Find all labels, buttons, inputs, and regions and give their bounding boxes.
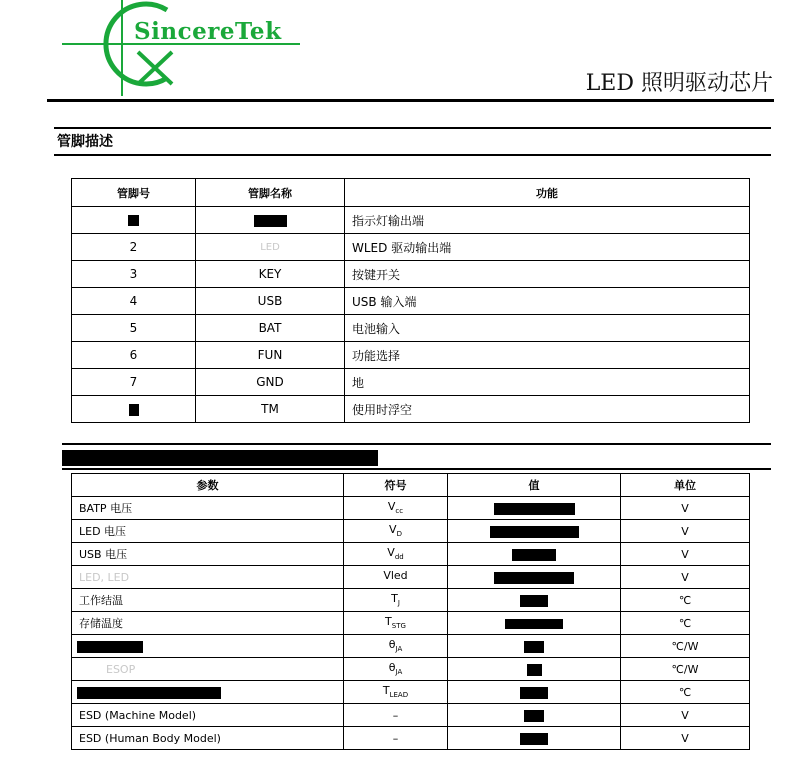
unit-cell: V xyxy=(621,520,750,543)
table-row xyxy=(72,520,750,543)
unit-cell: V xyxy=(621,566,750,589)
redaction-block xyxy=(494,503,575,515)
column-header: 功能 xyxy=(345,179,750,207)
unit-cell: ℃/W xyxy=(621,635,750,658)
table-row xyxy=(72,396,750,423)
unit-cell: ℃ xyxy=(621,612,750,635)
redaction-block xyxy=(77,641,143,653)
value-cell xyxy=(448,612,621,635)
pin-name: LED xyxy=(196,234,345,261)
param-cell: USB 电压 xyxy=(72,543,344,566)
section-rule-bottom xyxy=(54,154,771,156)
logo-mark-icon xyxy=(60,0,310,96)
pin-number: 5 xyxy=(72,315,196,342)
table-row xyxy=(72,589,750,612)
section-rule-bottom xyxy=(62,468,771,470)
param-cell: ESD (Human Body Model) xyxy=(72,727,344,750)
unit-cell: ℃ xyxy=(621,589,750,612)
table-row xyxy=(72,288,750,315)
table-row xyxy=(72,543,750,566)
absolute-ratings-table xyxy=(71,473,750,750)
pin-name: USB xyxy=(196,288,345,315)
unit-cell: ℃ xyxy=(621,681,750,704)
unit-cell: V xyxy=(621,727,750,750)
pin-function: 使用时浮空 xyxy=(345,396,750,423)
redaction-block xyxy=(128,215,139,226)
table-row xyxy=(72,612,750,635)
param-cell: BATP 电压 xyxy=(72,497,344,520)
pin-function: 指示灯输出端 xyxy=(345,207,750,234)
value-cell xyxy=(448,497,621,520)
table-row xyxy=(72,635,750,658)
redaction-block xyxy=(254,215,287,227)
column-header: 值 xyxy=(448,474,621,497)
redaction-block xyxy=(505,619,563,629)
value-cell xyxy=(448,566,621,589)
redaction-block xyxy=(490,526,579,538)
pin-number xyxy=(72,207,196,234)
pin-function: 功能选择 xyxy=(345,342,750,369)
param-cell: 存储温度 xyxy=(72,612,344,635)
unit-cell: V xyxy=(621,543,750,566)
value-cell xyxy=(448,520,621,543)
pin-number: 4 xyxy=(72,288,196,315)
redaction-block xyxy=(520,687,548,699)
pin-name xyxy=(196,207,345,234)
symbol-cell: $V_D$ xyxy=(344,520,448,543)
pin-number: 7 xyxy=(72,369,196,396)
value-cell xyxy=(448,589,621,612)
pin-name: BAT xyxy=(196,315,345,342)
pin-number: 2 xyxy=(72,234,196,261)
table-row xyxy=(72,315,750,342)
column-header: 单位 xyxy=(621,474,750,497)
symbol-cell: Vled xyxy=(344,566,448,589)
param-cell: 工作结温 xyxy=(72,589,344,612)
column-header: 符号 xyxy=(344,474,448,497)
value-cell xyxy=(448,543,621,566)
value-cell xyxy=(448,635,621,658)
redaction-block xyxy=(524,710,544,722)
param-cell: LED, LED xyxy=(72,566,344,589)
redaction-block xyxy=(77,687,221,699)
redacted-section-title xyxy=(62,450,378,466)
unit-cell: ℃/W xyxy=(621,658,750,681)
section-rule-top xyxy=(62,443,771,445)
pin-name: FUN xyxy=(196,342,345,369)
redaction-block xyxy=(520,733,548,745)
value-cell xyxy=(448,658,621,681)
symbol-cell: $T_J$ xyxy=(344,589,448,612)
pin-function: 电池输入 xyxy=(345,315,750,342)
pin-name: TM xyxy=(196,396,345,423)
table-row xyxy=(72,234,750,261)
pin-name: GND xyxy=(196,369,345,396)
pin-function: WLED 驱动输出端 xyxy=(345,234,750,261)
pin-description-table xyxy=(71,178,750,423)
brand-name: SincereTek xyxy=(134,18,282,45)
symbol-cell: $\theta_{JA}$ xyxy=(344,658,448,681)
value-cell xyxy=(448,727,621,750)
param-cell: ESOP xyxy=(72,658,344,681)
pin-number: 6 xyxy=(72,342,196,369)
table-header-row xyxy=(72,474,750,497)
column-header: 管脚名称 xyxy=(196,179,345,207)
table-row xyxy=(72,207,750,234)
symbol-cell: $T_{STG}$ xyxy=(344,612,448,635)
param-cell: LED 电压 xyxy=(72,520,344,543)
column-header: 参数 xyxy=(72,474,344,497)
symbol-cell: $V_{cc}$ xyxy=(344,497,448,520)
table-row xyxy=(72,704,750,727)
table-row xyxy=(72,369,750,396)
symbol-cell: $T_{LEAD}$ xyxy=(344,681,448,704)
table-row xyxy=(72,727,750,750)
redaction-block xyxy=(494,572,574,584)
pin-number: 3 xyxy=(72,261,196,288)
table-row xyxy=(72,681,750,704)
unit-cell: V xyxy=(621,497,750,520)
value-cell xyxy=(448,704,621,727)
table-row xyxy=(72,342,750,369)
redaction-block xyxy=(527,664,542,676)
pin-section-title: 管脚描述 xyxy=(57,134,113,150)
table-row xyxy=(72,261,750,288)
param-cell xyxy=(72,635,344,658)
header-divider xyxy=(47,99,774,102)
symbol-cell: – xyxy=(344,727,448,750)
section-rule-top xyxy=(54,127,771,129)
redaction-block xyxy=(512,549,556,561)
table-row xyxy=(72,566,750,589)
unit-cell: V xyxy=(621,704,750,727)
symbol-cell: – xyxy=(344,704,448,727)
pin-function: 地 xyxy=(345,369,750,396)
value-cell xyxy=(448,681,621,704)
redaction-block xyxy=(129,404,139,416)
param-cell: ESD (Machine Model) xyxy=(72,704,344,727)
redaction-block xyxy=(520,595,548,607)
symbol-cell: $V_{dd}$ xyxy=(344,543,448,566)
pin-function: 按键开关 xyxy=(345,261,750,288)
pin-function: USB 输入端 xyxy=(345,288,750,315)
redaction-block xyxy=(524,641,544,653)
table-row xyxy=(72,658,750,681)
param-cell xyxy=(72,681,344,704)
table-header-row xyxy=(72,179,750,207)
pin-number xyxy=(72,396,196,423)
pin-name: KEY xyxy=(196,261,345,288)
table-row xyxy=(72,497,750,520)
symbol-cell: $\theta_{JA}$ xyxy=(344,635,448,658)
company-logo xyxy=(60,0,310,96)
document-title: LED 照明驱动芯片 xyxy=(585,71,773,96)
column-header: 管脚号 xyxy=(72,179,196,207)
